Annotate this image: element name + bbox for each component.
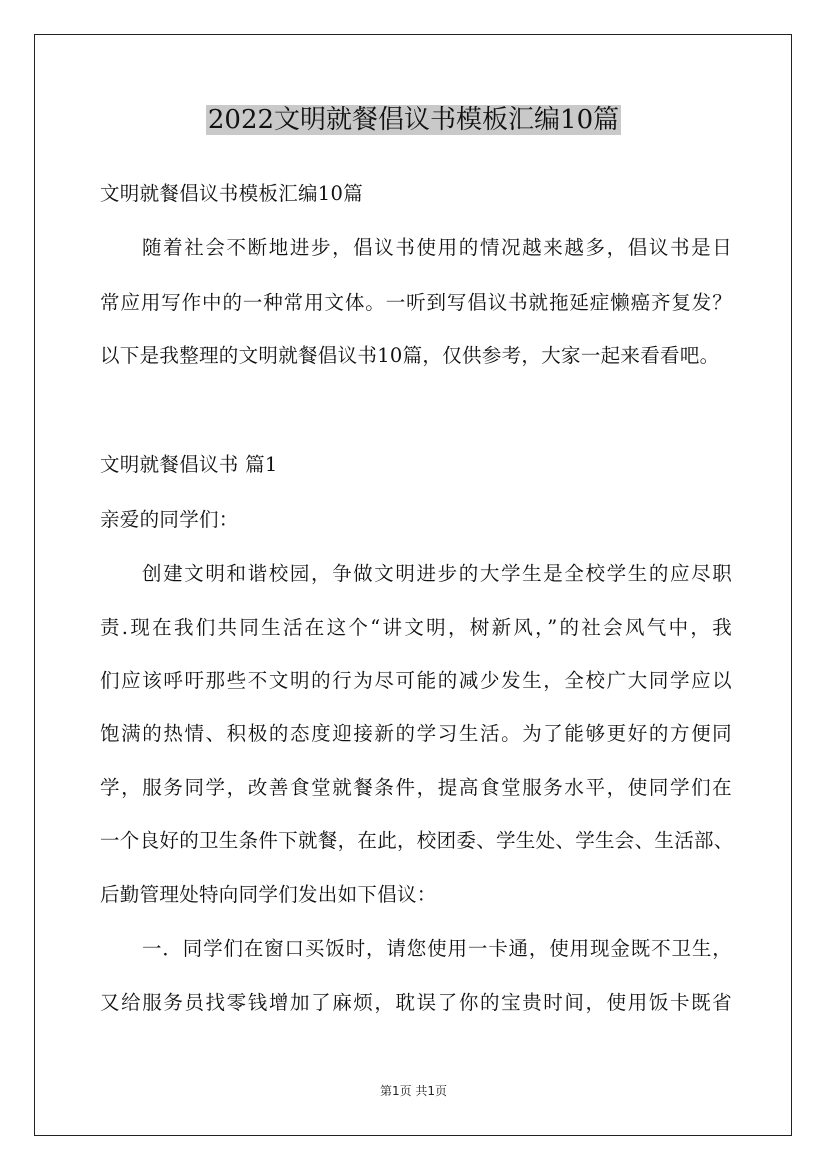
intro-line-1: 随着社会不断地进步，倡议书使用的情况越来越多，倡议书是日 (142, 236, 732, 259)
body-line-1: 创建文明和谐校园，争做文明进步的大学生是全校学生的应尽职 (142, 562, 732, 585)
body-line-2: 责.现在我们共同生活在这个“讲文明，树新风，”的社会风气中，我 (100, 616, 732, 639)
intro-line-2: 常应用写作中的一种常用文体。一听到写倡议书就拖延症懒癌齐复发？ (100, 291, 732, 314)
item-line-2: 又给服务员找零钱增加了麻烦，耽误了你的宝贵时间，使用饭卡既省 (100, 991, 732, 1014)
body-line-7: 后勤管理处特向同学们发出如下倡议： (100, 883, 437, 906)
body-line-5: 学，服务同学，改善食堂就餐条件，提高食堂服务水平，使同学们在 (100, 776, 732, 799)
document-title-text: 2022文明就餐倡议书模板汇编10篇 (207, 105, 620, 135)
salutation: 亲爱的同学们： (100, 508, 239, 531)
intro-line-3: 以下是我整理的文明就餐倡议书10篇，仅供参考，大家一起来看看吧。 (100, 344, 720, 367)
item-line-1: 一．同学们在窗口买饭时，请您使用一卡通，使用现金既不卫生， (142, 937, 732, 960)
body-line-4: 饱满的热情、积极的态度迎接新的学习生活。为了能够更好的方便同 (100, 722, 732, 745)
body-line-6: 一个良好的卫生条件下就餐，在此，校团委、学生处、学生会、生活部、 (100, 829, 734, 852)
body-line-3: 们应该呼吁那些不文明的行为尽可能的减少发生，全校广大同学应以 (100, 669, 732, 692)
document-subtitle: 文明就餐倡议书模板汇编10篇 (100, 182, 364, 205)
document-title (0, 100, 827, 140)
page-footer: 第1页 共1页 (379, 1084, 448, 1098)
section-heading: 文明就餐倡议书 篇1 (100, 453, 278, 476)
